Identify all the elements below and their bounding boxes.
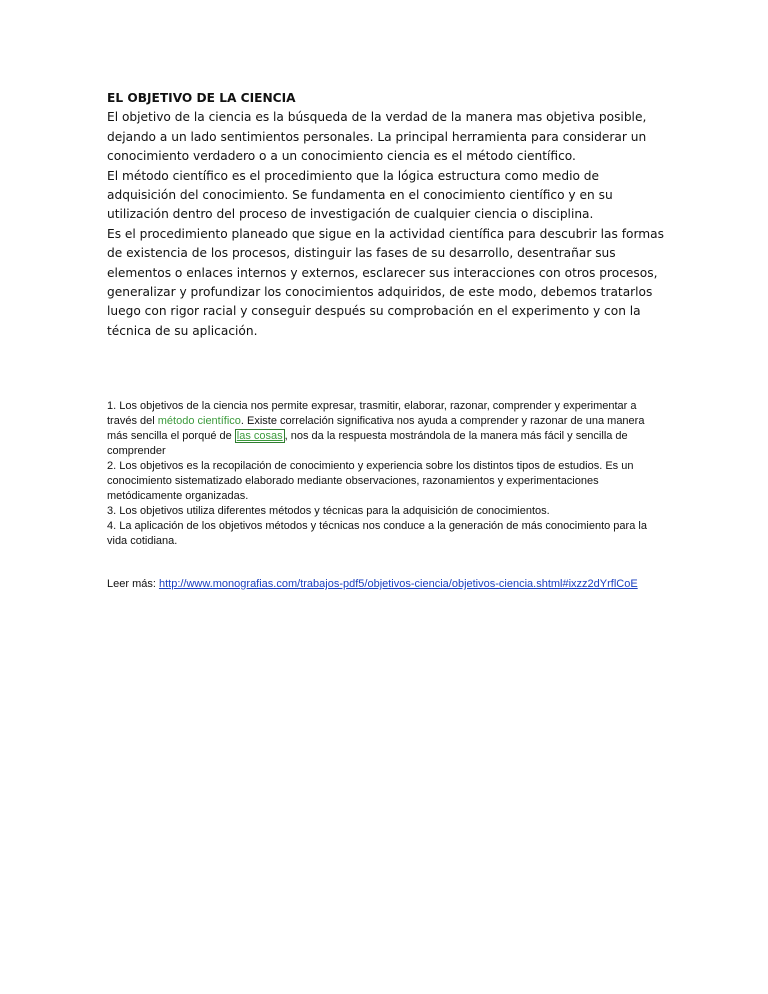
objective-item-1 bbox=[107, 399, 667, 459]
read-more-line bbox=[107, 577, 707, 592]
metodo-cientifico-link[interactable]: método científico bbox=[157, 415, 241, 427]
article-title: EL OBJETIVO DE LA CIENCIA bbox=[107, 91, 296, 105]
objective-item-2: 2. Los objetivos es la recopilación de conocimiento y experiencia sobre los distintos tipos de estudios. Es un conocimiento sistematizado elaborado mediante observaciones, razonamientos y experimentaciones metódicamente organizadas. bbox=[107, 460, 634, 502]
objective-text: 1. Los objetivos de la ciencia nos permite expresar, trasmitir, elaborar, razonar, comprender y experimentar a través del bbox=[107, 400, 637, 427]
las-cosas-link[interactable]: las cosas bbox=[236, 430, 283, 442]
read-more-label: Leer más: bbox=[107, 578, 159, 590]
article-paragraph: El método científico es el procedimiento que la lógica estructura como medio de adquisición del conocimiento. Se fundamenta en el conocimiento científico y en su utilización dentro del proceso de investigación de cualquier ciencia o disciplina. bbox=[107, 168, 613, 222]
objective-text: , nos da la respuesta mostrándola de la manera más fácil y sencilla de comprender bbox=[107, 430, 628, 457]
article-section bbox=[107, 89, 667, 341]
objective-item-4: 4. La aplicación de los objetivos métodos y técnicas nos conduce a la generación de más conocimiento para la vida cotidiana. bbox=[107, 520, 647, 547]
objective-item-3: 3. Los objetivos utiliza diferentes métodos y técnicas para la adquisición de conocimientos. bbox=[107, 505, 550, 517]
source-link[interactable]: http://www.monografias.com/trabajos-pdf5/objetivos-ciencia/objetivos-ciencia.shtml#ixzz2dYrflCoE bbox=[158, 578, 638, 590]
article-paragraph: El objetivo de la ciencia es la búsqueda de la verdad de la manera mas objetiva posible, dejando a un lado sentimientos personales. La principal herramienta para considerar un conocimiento verdadero o a un conocimiento ciencia es el método científico. bbox=[107, 110, 647, 164]
article-paragraph: Es el procedimiento planeado que sigue en la actividad científica para descubrir las formas de existencia de los procesos, distinguir las fases de su desarrollo, desentrañar sus elementos o enlaces internos y externos, esclarecer sus interacciones con otros procesos, generalizar y profundizar los conocimientos adquiridos, de este modo, debemos tratarlos luego con rigor racial y conseguir después su comprobación en el experimento y con la técnica de su aplicación. bbox=[107, 226, 664, 338]
objective-text: . Existe correlación significativa nos ayuda a comprender y razonar de una manera más sencilla el porqué de bbox=[107, 415, 645, 442]
objectives-list bbox=[107, 399, 667, 549]
